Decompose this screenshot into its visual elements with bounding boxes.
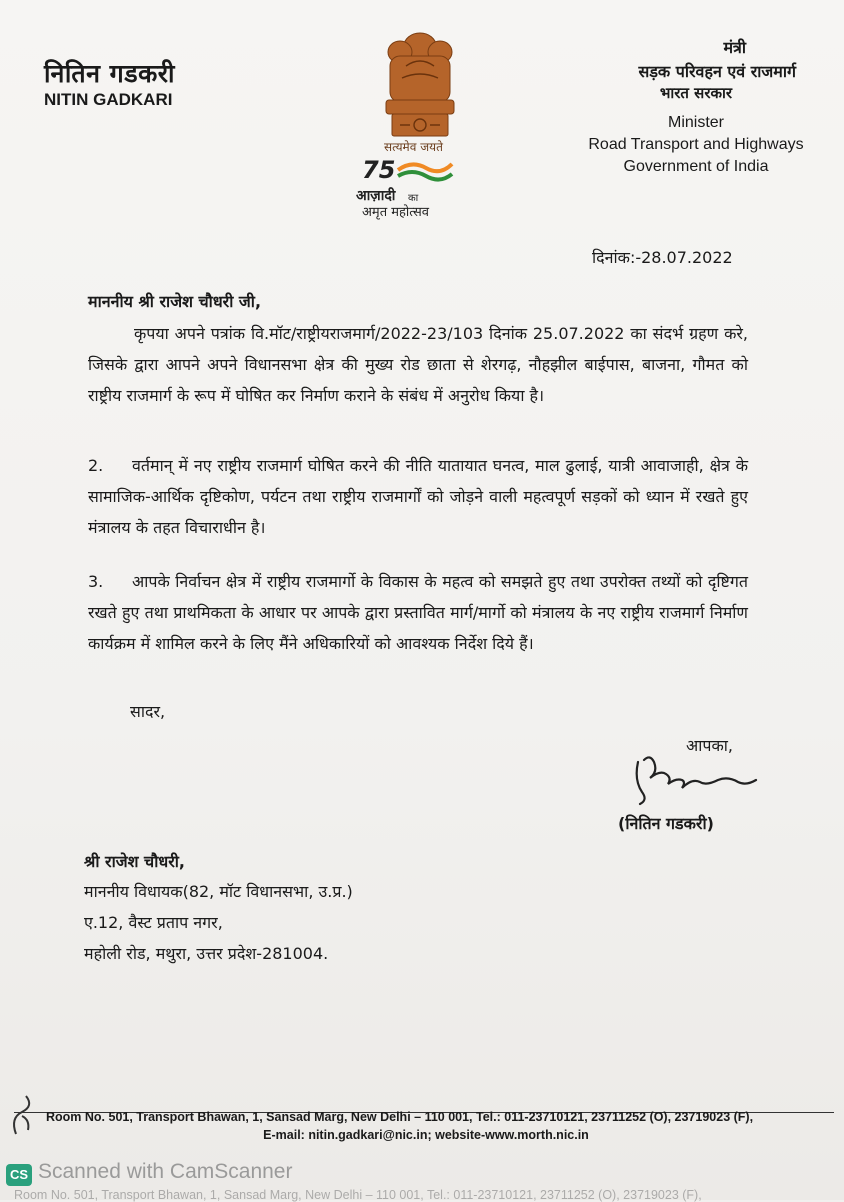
azadi-line1-ka: का bbox=[408, 193, 419, 204]
paragraph-2-text: वर्तमान् में नए राष्ट्रीय राजमार्ग घोषित करने की नीति यातायात घनत्व, माल ढुलाई, यात्री आवाजाही, क्षेत्र के सामाजिक-आर्थिक दृष्टिकोण, पर्यटन तथा राष्ट्रीय राजमार्गों को जोड़ने वाली महत्वपूर्ण सड़कों को ध्यान में रखते हुए मंत्रालय के तहत विचाराधीन है। bbox=[88, 456, 748, 537]
addressee-line-3: महोली रोड, मथुरा, उत्तर प्रदेश-281004. bbox=[84, 944, 329, 963]
signatory-name: (नितिन गडकरी) bbox=[618, 814, 714, 833]
addressee-line-2: ए.12, वैस्ट प्रताप नगर, bbox=[84, 913, 223, 932]
salutation: माननीय श्री राजेश चौधरी जी, bbox=[88, 292, 262, 311]
azadi-line2: अमृत महोत्सव bbox=[362, 205, 430, 220]
office-title-english: Minister bbox=[667, 114, 724, 131]
ministry-name-hindi: सड़क परिवहन एवं राजमार्ग bbox=[638, 62, 796, 81]
national-emblem-icon bbox=[370, 26, 470, 156]
footer-ghost-text: Room No. 501, Transport Bhawan, 1, Sansad Marg, New Delhi – 110 001, Tel.: 011-23710121, 23711252 (O), 23719023 (F), bbox=[14, 1188, 702, 1202]
paragraph-3-number: 3. bbox=[88, 572, 104, 591]
footer-address: Room No. 501, Transport Bhawan, 1, Sansad Marg, New Delhi – 110 001, Tel.: 011-23710121, 23711252 (O), 23719023 (F), bbox=[46, 1110, 754, 1124]
office-block-english bbox=[566, 112, 826, 178]
sender-name-hindi: नितिन गडकरी bbox=[44, 59, 176, 88]
office-title-hindi: मंत्री bbox=[723, 38, 746, 57]
azadi-line1: आज़ादी bbox=[356, 188, 396, 204]
paragraph-2 bbox=[88, 450, 748, 543]
government-english: Government of India bbox=[623, 158, 769, 175]
paragraph-3-text: आपके निर्वाचन क्षेत्र में राष्ट्रीय राजमार्गो के विकास के महत्व को समझते हुए तथा उपरोक्त तथ्यों को दृष्टिगत रखते हुए तथा प्राथमिकता के आधार पर आपके द्वारा प्रस्तावित मार्ग/मार्गो को मंत्रालय के नए राष्ट्रीय राजमार्ग निर्माण कार्यक्रम में शामिल करने के लिए मैंने अधिकारियों को आवश्यक निर्देश दिये हैं। bbox=[88, 572, 748, 653]
closing-aapka: आपका, bbox=[686, 736, 733, 755]
camscanner-logo-icon: CS bbox=[6, 1164, 32, 1186]
sender-name-english: NITIN GADKARI bbox=[44, 90, 173, 109]
footer-emblem-icon bbox=[8, 1094, 38, 1138]
scanner-watermark: Scanned with CamScanner bbox=[38, 1160, 293, 1183]
closing-sadar: सादर, bbox=[130, 702, 166, 721]
footer-contact: E-mail: nitin.gadkari@nic.in; website-www.morth.nic.in bbox=[263, 1128, 589, 1142]
paragraph-1: कृपया अपने पत्रांक वि.मॉट/राष्ट्रीयराजमार्ग/2022-23/103 दिनांक 25.07.2022 का संदर्भ ग्रहण करे, जिसके द्वारा आपने अपने विधानसभा क्षेत्र की मुख्य रोड छाता से शेरगढ़, नौहझील बाईपास, बाजना, गौमत को राष्ट्रीय राजमार्ग के रूप में घोषित कर निर्माण कराने के संबंध में अनुरोध किया है। bbox=[88, 324, 748, 405]
paragraph-2-number: 2. bbox=[88, 456, 104, 475]
addressee-name: श्री राजेश चौधरी, bbox=[84, 852, 185, 871]
government-hindi: भारत सरकार bbox=[659, 84, 732, 102]
addressee-line-1: माननीय विधायक(82, मॉट विधानसभा, उ.प्र.) bbox=[84, 882, 353, 901]
handwritten-signature bbox=[626, 748, 766, 808]
azadi-number: 75 bbox=[362, 156, 396, 184]
ministry-name-english: Road Transport and Highways bbox=[588, 136, 804, 153]
azadi-ka-amrit-mahotsav-logo bbox=[352, 156, 462, 220]
emblem-motto: सत्यमेव जयते bbox=[384, 140, 443, 154]
paragraph-3 bbox=[88, 566, 748, 659]
letter-date: दिनांक:-28.07.2022 bbox=[592, 248, 733, 267]
